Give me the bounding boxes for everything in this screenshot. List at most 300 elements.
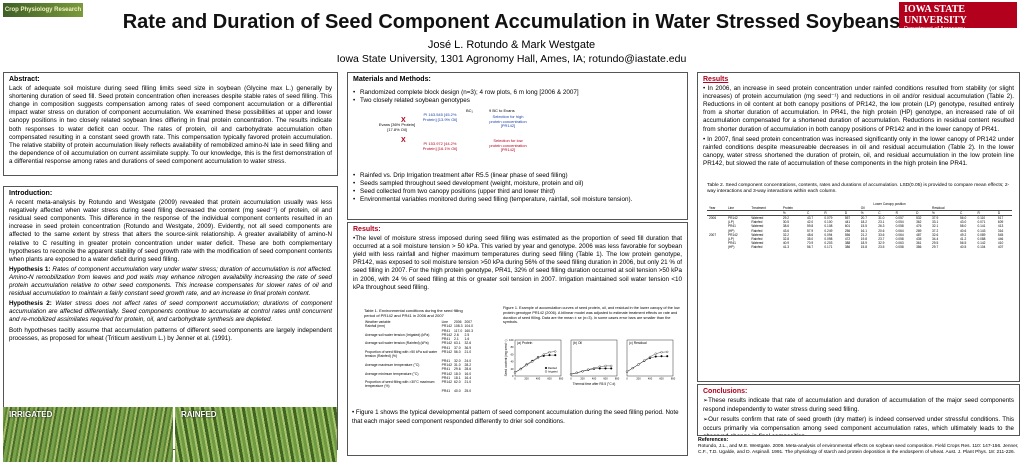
x-tick-label: 800	[558, 377, 564, 381]
table-cell: 0.108	[824, 224, 833, 229]
data-point	[554, 351, 556, 353]
table-header-cell: %	[782, 211, 786, 216]
table-cell: 20.7	[860, 216, 867, 221]
y-tick-label: 20	[510, 367, 514, 371]
table-1-grid	[364, 320, 474, 393]
table-cell: 476	[916, 224, 922, 229]
table-cell: 441	[844, 220, 851, 225]
methods-item: • Seeds sampled throughout seed development (weight, moisture, protein and oil)	[353, 180, 683, 188]
table-cell: PR142	[441, 350, 452, 355]
table-cell: 41.2	[960, 236, 967, 241]
table-cell: 48.6	[806, 232, 814, 237]
table-cell: 29.2	[782, 216, 790, 221]
table-cell: 386	[916, 244, 922, 249]
table-cell: PR41	[727, 240, 736, 245]
methods-item: • Randomized complete block design (n=3); 4 row plots, 6 m long [2006 & 2007]	[353, 89, 682, 97]
x-tick-label: 200	[580, 377, 585, 381]
table-header-cell: %	[932, 211, 935, 216]
table-cell: 117.0	[454, 328, 463, 333]
table-cell: 446	[997, 236, 1004, 241]
table-row	[707, 245, 1012, 249]
table-cell: 2.6	[454, 332, 459, 337]
table-header-cell: R	[977, 211, 980, 216]
table-cell: 23.7	[878, 236, 885, 241]
table-cell: 18.9	[860, 240, 867, 245]
poster-authors: José L. Rotundo & Mark Westgate	[427, 39, 596, 51]
table-cell: 0.058	[895, 236, 904, 241]
table-row	[364, 389, 474, 393]
data-point	[649, 356, 651, 358]
abstract-text: Lack of adequate soil moisture during seed filling limits seed size in soybean (Glycine max L.) generally by shortening duration of seed fill. Seed protein concentration often increases despite stable rates of seed filling. This change in composition suggests compensation among rates of seed component accumulation or a differential impact water stress on duration of component accumulation. We examined these possibilities at upper and lower canopy positions in two closely related soybean lines differing in final protein concentration. The results indicate both responses to water deficit can occur. The rates of protein, oil and carbohydrate accumulation often compensated resulting in a constant seed growth rate. This compensation typically favored protein accumulation. The relative stability of protein accumulation likely reflects availability of remobilized amino-N late in seed filling and the dependence of oil accumulation on current assimilate supply. To our knowledge, this is the first demonstration of a differential response among rates and durations of seed component accumulation to water stress.	[9, 85, 332, 165]
table-cell: PR41	[441, 375, 451, 380]
table-cell: 0.142	[977, 240, 986, 245]
data-point	[655, 353, 657, 355]
data-point	[599, 366, 601, 368]
table-cell: 18.0	[454, 371, 461, 376]
table-cell: 0.203	[824, 240, 833, 245]
table-cell: 32.9	[878, 240, 885, 245]
table-cell: 32.1	[932, 224, 939, 229]
table-header-cell: R	[824, 211, 827, 216]
table-cell: 0.100	[824, 220, 833, 225]
table-cell: 1.6	[464, 337, 470, 342]
y-tick-label: 40	[510, 360, 514, 364]
x-tick-label: 600	[659, 377, 664, 381]
abstract-box	[3, 72, 338, 176]
table-cell: 21.2	[860, 232, 867, 237]
data-point	[537, 357, 539, 359]
low-protein-selection: Selection for low protein concentration [PR142]	[489, 138, 527, 153]
intro-paragraph-1: A recent meta-analysis by Rotundo and Westgate (2009) revealed that protein accumulation usually was less negatively affected when water stress during seed filling decreased the content (mg seed⁻¹) of protein, oil and residual seed components. This difference in the response of the individual component contents resulted in an increase in seed protein concentration (Rotundo and Westgate, 2009). Evidently, not all seed components are affected to the same extent by stress that alters the source-sink relationship. A greater availability of amino-N relative to C resulting in greater protein concentration under water deficit. These are both complementary hypotheses to reconcile the apparent stability of seed growth rate with the modification of seed component contents when plants are exposed to a water deficit during seed filling.	[9, 199, 332, 263]
table-cell: Average minimum temperature (°C)	[365, 371, 419, 376]
table-cell: Proportion of seed filling with >30°C maximum temperature (%)	[365, 380, 435, 389]
irrigated-label: IRRIGATED	[9, 410, 53, 419]
panel-frame	[571, 340, 617, 376]
hypothesis-1	[9, 266, 332, 298]
accumulation-chart-svg	[503, 336, 683, 388]
table-cell: 49.2	[960, 232, 967, 237]
x-tick-label: 0	[514, 377, 516, 381]
data-point	[605, 365, 607, 367]
table-cell: 0.079	[824, 216, 833, 221]
data-point	[570, 373, 572, 375]
table-header-cell: Oil	[860, 206, 865, 211]
table-cell: 40.6	[960, 228, 967, 233]
table-cell: 32.2	[782, 232, 790, 237]
methods-heading: Materials and Methods:	[353, 76, 431, 83]
conclusions-heading: Conclusions:	[703, 388, 748, 395]
table-cell: 33.1	[932, 220, 939, 225]
accumulation-chart	[503, 336, 683, 388]
conclusion-2: ➢Our results confirm that rate of seed growth (dry matter) is indeed conserved under stressful conditions. This occurs primarily via compensation among seed component accumulation rates, which ultimately leads to the	[703, 416, 1014, 432]
references-text: Rotundo, J.L., and M.E. Westgate. 2009. Meta-analysis of environmental effects on soybean seed composition. Field Crops Res. 110: 147-156. Jenner, C.F., T.D. Ugalde, and D. Aspinall. 1991. The physiology of starch and protein deposition in the endosperm of wheat. Aust. J. Plant Phys. 18: 211-226.	[698, 444, 1019, 455]
table-cell: 34.4	[932, 236, 939, 241]
data-point	[661, 355, 663, 357]
table-cell: 31.0	[454, 362, 461, 367]
data-point	[666, 351, 668, 353]
results-2-paragraph-2: • In 2007, final seed protein concentration was increased significantly only in the lower canopy of PR142 under rainfed conditions despite measureable decreases in oil and residual accumulation (Table 2). In the lower canopy, water stress shortened the duration of protein, oil, and residual accumulation in the low protein line PR142, but slowed the rate of accumulation of these components in the high protein line PR41.	[703, 135, 1014, 167]
table-cell: 413	[997, 224, 1004, 229]
table-cell: 43.6	[782, 228, 790, 233]
table-cell: PR41	[441, 337, 451, 342]
methods-item: • Environmental variables monitored during seed filling (temperature, rainfall, soil moisture tension).	[353, 196, 683, 204]
cross-symbol-2: X	[401, 137, 406, 144]
table-1	[364, 308, 474, 393]
table-cell: PR41	[441, 388, 451, 393]
table-cell: 29.7	[932, 244, 939, 249]
table-cell: 32.0	[454, 358, 461, 363]
backcross-count: 9 BC to Evans	[489, 108, 515, 113]
results-heading-1: Results:	[353, 226, 381, 233]
cross-symbol-1: X	[401, 117, 406, 124]
data-point	[514, 372, 516, 374]
x-tick-label: 0	[570, 377, 572, 381]
table-cell: 532	[916, 216, 922, 221]
x-tick-label: 400	[647, 377, 653, 381]
crop-physiology-logo: Crop Physiology Research	[3, 3, 83, 17]
table-cell: 23.5	[878, 244, 885, 249]
table-cell: (HP)	[727, 244, 735, 249]
y-tick-label: 80	[510, 346, 514, 350]
table-cell: 32.6	[932, 232, 939, 237]
table-cell: 21.0	[464, 350, 472, 355]
table-cell: (LP)	[727, 220, 734, 225]
table-cell: PR41	[441, 328, 451, 333]
table-1-body	[364, 324, 474, 393]
results-2-paragraph-1: • In 2006, an increase in seed protein concentration under rainfed conditions resulted from stability (or slight increases) of protein accumulation (mg seed⁻¹) and reductions in oil and/or residual accumulation (Table 2). Reductions in oil content at both canopy positions of PR142, the low protein (LP) genotype, resulted entirely from a shorter duration of accumulation. In PR41, the high protein (HP) genotype, an increased rate of oil accumulation compensated for a shortened duration of accumulation. Reductions in residual content resulted from shorter duration of accumulation in both canopy positions of PR142 and in the lower canopy of PR41.	[703, 85, 1014, 133]
data-point	[610, 365, 612, 367]
table-header-cell: D	[997, 211, 1001, 216]
table-cell: 0.058	[895, 224, 904, 229]
data-point	[593, 367, 595, 369]
table-cell: (LP)	[727, 236, 734, 241]
logo-subtitle: Crop, Soil, and Environmental Sciences	[904, 32, 1001, 38]
table-1-caption: Table 1. Environmental conditions during the seed filling period of PR142 and PR41 in 2006 and 2007	[364, 308, 463, 318]
figure-1-note: • Figure 1 shows the typical developmental pattern of seed component accumulation during the seed filling period. Note that each major seed component responded differently to drier soil conditions.	[352, 409, 679, 425]
table-cell: 0.249	[824, 228, 833, 233]
table-cell: 40.0	[454, 388, 461, 393]
x-tick-label: 400	[591, 377, 597, 381]
results-text-1: •The level of moisture stress imposed during seed filling was estimated as the proportion of seed fill duration that occurred at a soil moisture tension > 50 kPa. This varied by year and genotype. 2006 was less favorable for soybean yield with less rainfall and higher maximum temperatures during seed filling (Table 1). The low protein genotype, PR142, was exposed to soil moisture tension >50 kPa during 56% of the seed filling duration in 2006, but only 21 % of seed filling in 2007. For the high protein genotype, PR41, 32% of seed filling duration occurred at soil tension >50 kPa in 2006, with 24 % of seed filling at this or greater soil tension in 2007. Irrigation maintained soil water tension <10 kPa throughout seed filling.	[353, 235, 682, 291]
data-point	[543, 354, 545, 356]
y-tick-label: 60	[510, 353, 514, 357]
rainfed-photo	[175, 407, 337, 462]
table-cell: 32.6	[464, 341, 472, 346]
table-cell: 435	[916, 236, 922, 241]
table-cell: 2.1	[454, 337, 459, 342]
x-tick-label: 200	[524, 377, 529, 381]
hypothesis-2-text: Water stress does not affect rates of seed component accumulation; durations of component accumulation are affected differentially. Seed components continue to accumulate at control rates until concurrent and re-mobilized assimilates required for protein, oil, and carbohydrate synthesis are depleted.	[9, 300, 333, 324]
donor-line-1: PI 163.545 [45.2% Protein] [13.9% Oil]	[422, 112, 458, 122]
table-cell: 56.0	[454, 350, 461, 355]
data-point	[582, 370, 584, 372]
table-cell: 37.2	[932, 228, 939, 233]
table-cell: 30.5	[782, 220, 790, 225]
data-point	[520, 368, 522, 370]
table-cell: 256	[844, 228, 851, 233]
table-2	[707, 202, 1012, 377]
table-cell: Watered	[751, 232, 764, 237]
table-cell: 23.1	[878, 220, 885, 225]
data-point	[599, 368, 601, 370]
data-point	[526, 364, 528, 366]
table-cell: 0.110	[977, 216, 986, 221]
table-cell: 40.5	[960, 244, 967, 249]
panel-title: (c) Residual	[629, 341, 647, 345]
table-cell: 545	[997, 232, 1004, 237]
poster-affiliation: Iowa State University, 1301 Agronomy Hall, Ames, IA; rotundo@iastate.edu	[336, 53, 687, 65]
table-cell: 362	[916, 220, 922, 225]
logo-university: IOWA STATE UNIVERSITY	[904, 4, 967, 26]
table-cell: 18.1	[454, 375, 461, 380]
data-point	[638, 364, 640, 366]
figure-1-caption: Figure 1. Example of accumulation curves of seed protein, oil, and residual in the lower canopy of the low protein genotype PR142 (2006). A bilinear model was adjusted to estimate treatment effects on rate and duration of seed filling. Data are the mean ± se (n=3). In some cases error bars are smaller than the symbols.	[503, 306, 680, 325]
references-heading: References:	[698, 437, 729, 443]
table-row	[364, 350, 474, 359]
table-cell: 16.1	[860, 228, 867, 233]
data-point	[576, 372, 578, 374]
results-heading-2: Results	[703, 76, 729, 83]
table-cell: 70.9	[806, 240, 814, 245]
table-cell: 407	[997, 244, 1004, 249]
backcross-label: BC₁	[466, 108, 473, 113]
intro-heading: Introduction:	[9, 190, 53, 197]
intro-paragraph-2: Both hypotheses tacitly assume that accumulation patterns of different seed components are largely independent processes, as proposed for wheat (Triticum aestivum L.) by Jenner et al. (1991).	[9, 326, 332, 342]
table-cell: Average soil water tension (Irrigated) (kPa)	[365, 332, 430, 337]
table-cell: 56.0	[960, 216, 967, 221]
table-cell: Rainfed	[751, 244, 763, 249]
references	[698, 437, 1020, 456]
table-cell: 35.0	[806, 236, 814, 241]
table-cell: 0.057	[895, 216, 904, 221]
table-cell: 29.6	[454, 367, 461, 372]
data-point	[587, 369, 589, 371]
poster-title: Rate and Duration of Seed Component Accumulation in Water Stressed Soybeans	[122, 11, 901, 33]
hypothesis-1-label: Hypothesis 1:	[9, 265, 51, 273]
table-cell: 104.0	[464, 324, 473, 329]
table-cell: 31.0	[878, 216, 885, 221]
rainfed-label: RAINFED	[181, 410, 217, 419]
table-cell: 41.3	[782, 244, 790, 249]
x-tick-label: 600	[603, 377, 608, 381]
data-point	[626, 371, 628, 373]
table-cell: Average soil water tension (Rainfed) (kPa)	[365, 341, 429, 346]
data-point	[632, 367, 634, 369]
abstract-heading: Abstract:	[9, 76, 40, 83]
data-point	[531, 361, 533, 363]
table-cell: 388	[844, 240, 851, 245]
table-cell: 33.6	[878, 232, 885, 237]
table-cell: Average maximum temperature (°C)	[365, 362, 420, 367]
table-cell	[364, 389, 441, 393]
data-point	[655, 356, 657, 358]
table-cell: 0.071	[977, 220, 986, 225]
table-cell: 59.8	[806, 224, 814, 229]
x-tick-label: 800	[614, 377, 620, 381]
table-cell: 63.1	[454, 341, 461, 346]
table-cell: 32.8	[782, 236, 790, 241]
table-cell: 36.9	[464, 345, 472, 350]
table-cell: 108.3	[454, 324, 463, 329]
table-cell: 0.104	[977, 244, 986, 249]
table-cell: 37.0	[454, 345, 461, 350]
x-tick-label: 200	[636, 377, 641, 381]
data-point	[610, 368, 612, 370]
table-cell: PR41	[441, 367, 451, 372]
table-cell: 16.4	[464, 375, 472, 380]
table-cell: PR41	[441, 345, 451, 350]
table-cell: 15.5	[860, 224, 867, 229]
table-cell: 18.2	[860, 220, 867, 225]
panel-title: (b) Oil	[573, 341, 582, 345]
table-header-cell: Protein	[782, 206, 793, 211]
table-cell: 24.0	[464, 358, 472, 363]
table-cell: PR41	[727, 224, 736, 229]
data-point	[643, 360, 645, 362]
table-cell: 26.3	[878, 224, 885, 229]
table-cell: 289	[916, 228, 922, 233]
table-cell: 160.3	[464, 328, 473, 333]
data-point	[549, 351, 551, 353]
table-cell: Proportion of seed filling with >50 kPa soil water tension (Rainfed) (%)	[365, 350, 438, 359]
logo-department: Department of Agronomy	[904, 26, 966, 32]
table-cell: 40.9	[782, 240, 790, 245]
table-header-cell: D	[916, 211, 919, 216]
table-cell: 25.0	[464, 388, 472, 393]
table-cell: Rainfed	[751, 236, 763, 241]
table-cell: (HP)	[727, 228, 735, 233]
table-cell: PR142	[441, 341, 452, 346]
table-cell: 0.054	[895, 220, 904, 225]
table-cell: PR142	[727, 232, 738, 237]
table-cell: 0.171	[824, 244, 833, 249]
data-point	[549, 354, 551, 356]
legend-label: Irrigated	[548, 370, 558, 374]
table-cell: 2007	[709, 232, 717, 237]
table-cell: 472	[844, 236, 851, 241]
table-cell: 0.058	[895, 244, 904, 249]
data-point	[554, 354, 556, 356]
table-cell: 15.8	[860, 244, 867, 249]
table-cell: 2.5	[464, 332, 470, 337]
table-cell: 0.088	[977, 236, 986, 241]
table-cell: 43.7	[806, 216, 814, 221]
table-header-cell: Weather variable	[365, 320, 391, 324]
table-cell: 316	[997, 228, 1004, 233]
table-cell: 37.9	[932, 216, 939, 221]
methods-item: • Rainfed vs. Drip Irrigation treatment after R5.5 (linear phase of seed filling)	[353, 172, 683, 180]
x-tick-label: 400	[535, 377, 541, 381]
table-cell: 0.064	[895, 232, 904, 237]
x-axis-label: Thermal time after R5.5 (°C d)	[572, 382, 616, 386]
table-cell	[707, 245, 726, 249]
table-cell: 0.063	[895, 240, 904, 245]
table-cell: 58.0	[960, 224, 967, 229]
table-cell: 19.8	[860, 236, 867, 241]
donor-line-2: PI 153.972 [44.2% Protein] [16.1% Oil]	[422, 141, 458, 151]
high-protein-selection: Selection for high protein concentration [PR142]	[489, 114, 527, 129]
table-header-cell: C	[878, 211, 881, 216]
table-cell: Rainfall (mm)	[365, 324, 386, 329]
panel-title: (a) Protein	[517, 341, 533, 345]
table-cell: 62.0	[454, 380, 461, 385]
table-cell: 361	[916, 240, 922, 245]
table-cell: 28.2	[464, 362, 472, 367]
irrigated-photo	[3, 407, 173, 462]
table-cell: 0.094	[824, 232, 833, 237]
legend-label: Rainfed	[548, 367, 557, 370]
methods-list-bottom	[353, 172, 683, 204]
table-cell: PR142	[441, 362, 452, 367]
table-cell: Watered	[751, 224, 764, 229]
table-cell: 16.0	[464, 371, 472, 376]
table-cell: 21.0	[464, 380, 472, 385]
table-cell: 57.9	[806, 228, 814, 233]
table-header-cell: %	[860, 211, 864, 216]
table-cell: Rainfed	[751, 228, 763, 233]
data-point	[666, 355, 668, 357]
header	[0, 0, 1023, 68]
x-tick-label: 600	[547, 377, 552, 381]
table-cell: PR41	[441, 358, 451, 363]
table-2-body	[707, 216, 1012, 249]
table-header-cell: D	[844, 211, 848, 216]
hypothesis-2	[9, 300, 332, 324]
table-header-cell: C	[806, 211, 810, 216]
conclusions-box	[697, 384, 1020, 436]
data-point	[605, 368, 607, 370]
table-cell: Watered	[751, 216, 764, 221]
table-cell: 28.6	[464, 367, 472, 372]
table-cell: 410	[997, 240, 1004, 245]
table-cell: PR142	[441, 324, 452, 329]
table-cell: PR142	[727, 216, 738, 221]
table-2-grid	[707, 206, 1012, 249]
table-cell: 557	[844, 216, 851, 221]
breeding-diagram	[349, 85, 659, 153]
y-tick-label: 100	[509, 339, 514, 342]
y-tick-label: 0	[512, 375, 514, 378]
table-cell: 2006	[709, 216, 717, 221]
legend-marker	[545, 371, 547, 373]
hypothesis-1-text: Rates of component accumulation vary under water stress; duration of accumulation is not affected. Amino-N remobilization from leaves and pod walls may enhance nitrogen availability increasing the rate of seed protein accumulation relative to other seed components. This increase compensates for slower rates of oil and residual accumulation to maintain a fairly constant seed growth rate, and an increase in final protein content.	[9, 265, 332, 298]
y-axis-label: Seed content (mg seed⁻¹)	[504, 339, 508, 377]
conclusion-1: ➢These results indicate that rate of accumulation and duration of accumulation of the major seed components respond independently to water stress during seed filling.	[703, 397, 1014, 413]
parent-evans: Evans [36% Protein] [17.8% Oil]	[378, 122, 416, 132]
table-header-cell: Line	[441, 320, 449, 324]
table-cell: 601	[844, 224, 851, 229]
table-cell: 0.141	[977, 224, 986, 229]
table-cell: 43.0	[960, 220, 967, 225]
table-row	[364, 380, 474, 389]
table-2-caption: Table 2. Seed component concentrations, contents, rates and durations of accumulation. LSD(0.05) is provided to compare mean effects; 2-way interactions and 3-way interactions within each column.	[707, 183, 1010, 194]
table-cell: 0.143	[977, 228, 986, 233]
table-cell: 556	[844, 232, 851, 237]
table-header-cell: C	[960, 211, 963, 216]
table-header-cell: Treatment	[751, 206, 766, 211]
table-cell: 517	[997, 216, 1004, 221]
table-cell: 29.5	[932, 240, 939, 245]
table-header-cell: 2006	[454, 320, 462, 324]
table-cell: 0.098	[824, 236, 833, 241]
x-tick-label: 800	[670, 377, 676, 381]
table-cell: Rainfed	[751, 220, 763, 225]
table-cell: PR142	[441, 380, 452, 385]
table-cell: 609	[997, 220, 1004, 225]
table-header-cell: 2007	[464, 320, 473, 324]
table-cell: 0.064	[895, 228, 904, 233]
methods-item: • Two closely related soybean genotypes	[353, 97, 682, 105]
